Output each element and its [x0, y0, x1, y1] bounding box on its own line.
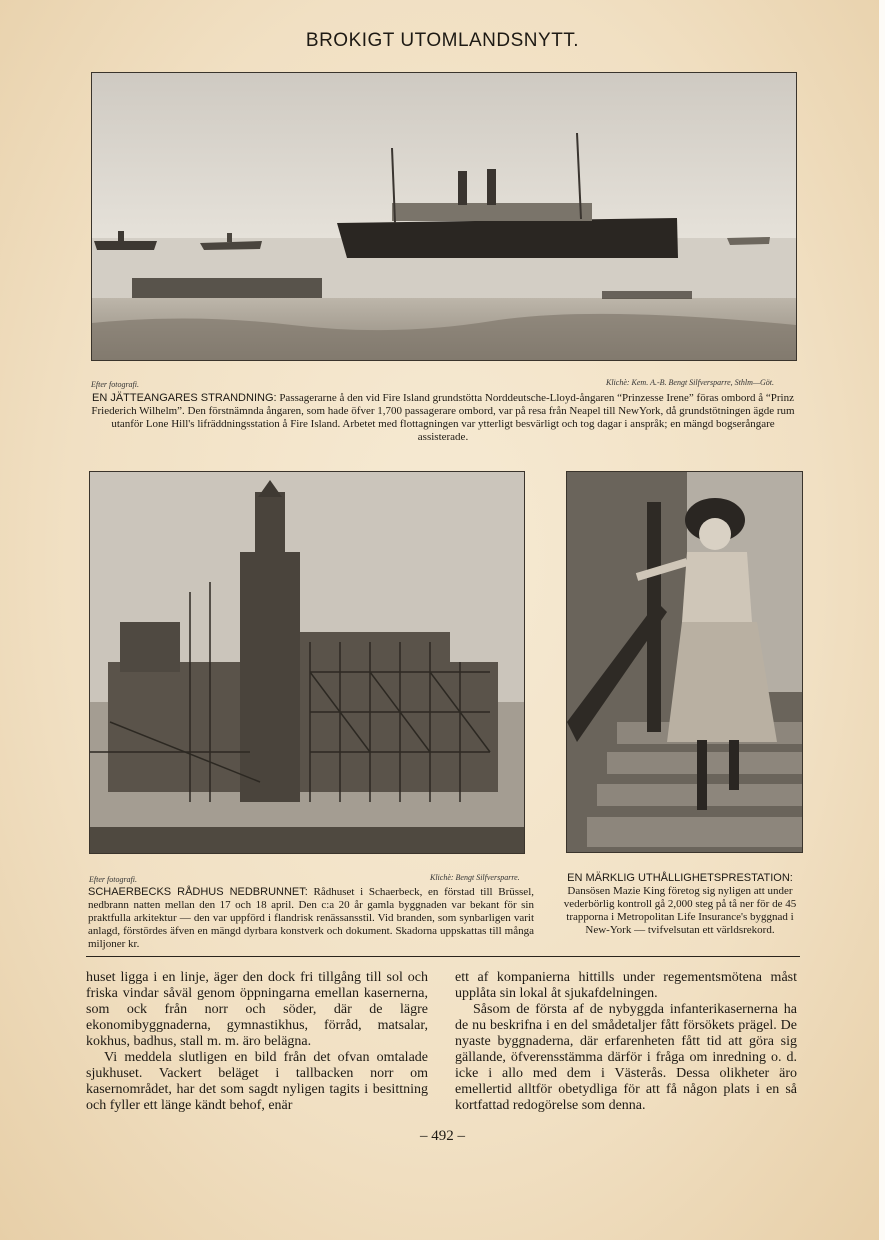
page-edge: [879, 0, 885, 1240]
ship-caption-title: EN JÄTTEANGARES STRANDNING:: [91, 392, 277, 404]
page-number: – 492 –: [420, 1128, 465, 1144]
townhall-caption-text: Rådhuset i Schaerbeck, en förstad till Brüssel, nedbrann natten mellan den 17 och 18 april. Den c:a 20 år gamla byggnaden var bekant för sin praktfulla arkitektur — den var uppförd i flandrisk renässansstil. Vid branden, som synbarligen varit anlagd, förstördes äfven en mängd dyrbara konstverk och dokument. Skadorna uppskattas till många miljoner kr.: [88, 886, 535, 950]
dancer-caption-text: Dansösen Mazie King företog sig nyligen att under vederbörlig kontroll gå 2,000 steg på tå ner för de 45 trapporna i Metropolitan Life Insurance's byggnad i New-York — tvifvelsutan ett världsrekord.: [563, 885, 797, 936]
ship-photo-credit-left: Efter fotografi.: [91, 380, 139, 389]
ship-caption-text: Passagerarne å den vid Fire Island grundstötta Norddeutsche-Lloyd-ångaren “Prinzesse Irene” föras ombord å “Prinz Friederich Wilhelm”. Den förstnämnda ångaren, som hade öfver 1,700 passagerare ombord, var på resa från Neapel till NewYork, då grundstötningen ägde rum utanför Lone Hill's lifräddningsstation å Fire Island. Arbetet med flottagningen var ytterligt besvärligt och tog dagar i anspråk; en mängd bogserångare assisterade.: [91, 392, 795, 443]
body-column-left: [86, 970, 428, 1114]
townhall-photo-credit-right: Klichè: Bengt Silfversparre.: [430, 873, 520, 882]
dancer-photo: [566, 471, 803, 853]
dancer-caption-title: EN MÄRKLIG UTHÅLLIGHETSPRESTATION:: [567, 872, 793, 884]
townhall-photo: [89, 471, 525, 854]
section-divider: [86, 956, 800, 957]
townhall-caption: [88, 886, 534, 951]
ship-caption: [88, 392, 798, 444]
body-right-paragraph-1: ett af kompanierna hittills under regementsmötena måst upplåta sin lokal åt sjukafdelningen.: [455, 970, 797, 1001]
ship-photo: [91, 72, 797, 361]
dancer-caption: [562, 872, 798, 937]
body-column-right: [455, 970, 797, 1114]
page-header: BROKIGT UTOMLANDSNYTT.: [305, 30, 580, 51]
body-left-paragraph-2: Vi meddela slutligen en bild från det ofvan omtalade sjukhuset. Vackert beläget i tallbacken norr om kasernområdet, har det som sagdt nyligen tagits i besittning och fyller ett länge kändt behof, enär: [86, 1050, 428, 1113]
ship-photo-credit-right: Klichè: Kem. A.-B. Bengt Silfversparre, Sthlm—Göt.: [606, 378, 774, 387]
townhall-caption-title: SCHAERBECKS RÅDHUS NEDBRUNNET:: [88, 886, 308, 898]
body-right-paragraph-2: Såsom de första af de nybyggda infanterikasernerna ha de nu beskrifna i en del smådetaljer fått försökets prägel. De nyaste byggnaderna, där erfarenheten fått tid att göra sig gällande, öfverensstämma därför i fråga om inredning o. d. icke i allo med dem i Västerås. Dessa olikheter äro emellertid alltför obetydliga för att få någon plats i en så kortfattad redogörelse som denna.: [455, 1002, 797, 1113]
townhall-photo-credit-left: Efter fotografi.: [89, 875, 137, 884]
body-left-paragraph-1: huset ligga i en linje, äger den dock fri tillgång till sol och friska vindar såväl genom öppningarna emellan kasernerna, som ock från norr och söder, där de lägre ekonomibyggnaderna, gymnastikhus, förråd, matsalar, kokhus, badhus, stall m. m. äro belägna.: [86, 970, 428, 1049]
